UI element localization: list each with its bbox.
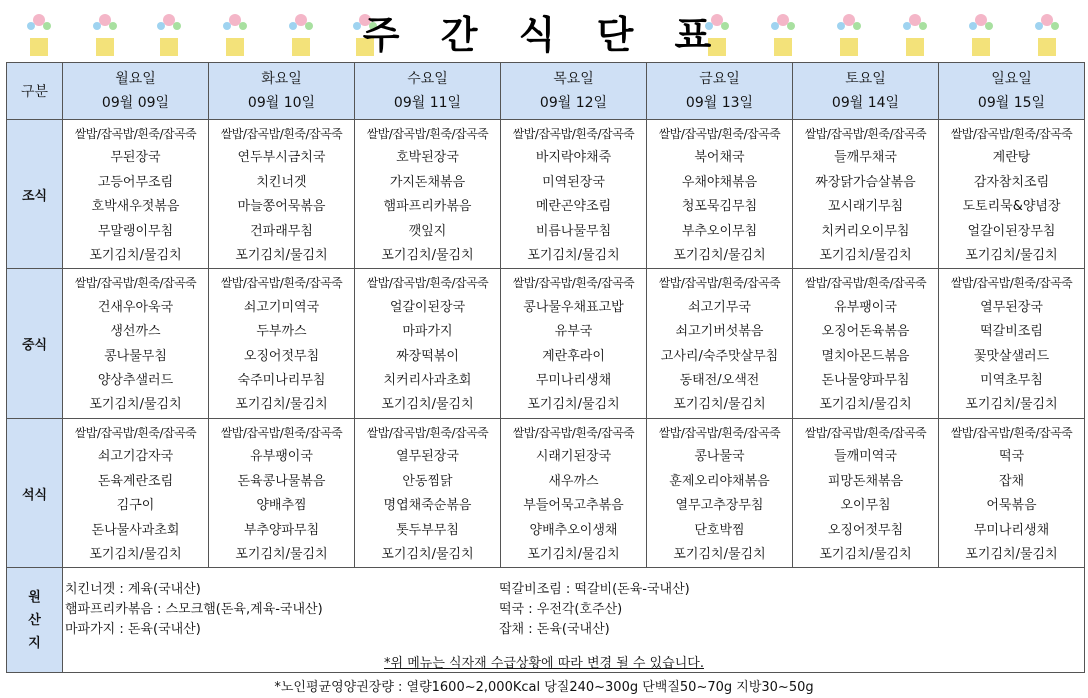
menu-item: 무말랭이무침 xyxy=(97,223,174,239)
menu-item: 쇠고기무국 xyxy=(688,299,751,315)
menu-cell xyxy=(63,120,209,269)
menu-item: 명엽채죽순볶음 xyxy=(383,498,472,514)
menu-item: 꼬시래기무침 xyxy=(827,199,904,215)
menu-item: 쇠고기미역국 xyxy=(243,299,320,315)
menu-item: 돈나물사과초회 xyxy=(91,522,180,538)
menu-item: 포기김치/물김치 xyxy=(527,397,620,413)
menu-item: 포기김치/물김치 xyxy=(527,248,620,264)
menu-cell xyxy=(501,120,647,269)
menu-item: 쌀밥/잡곡밥/흰죽/잡곡죽 xyxy=(658,127,781,141)
menu-item: 포기김치/물김치 xyxy=(89,248,182,264)
origin-entry: 햄파프리카볶음 : 스모크햄(돈육,계육-국내산) xyxy=(65,602,323,618)
menu-item: 북어채국 xyxy=(694,150,745,166)
menu-item: 연두부시금치국 xyxy=(237,150,326,166)
menu-item: 어묵볶음 xyxy=(986,498,1037,514)
origin-entry: 치킨너겟 : 계육(국내산) xyxy=(65,582,201,598)
menu-item: 생선까스 xyxy=(110,324,161,340)
menu-item: 멸치아몬드볶음 xyxy=(821,348,910,364)
day-date: 09월 12일 xyxy=(539,95,608,111)
weekly-menu-table xyxy=(6,62,1085,673)
menu-item: 햄파프리카볶음 xyxy=(383,199,472,215)
menu-item: 포기김치/물김치 xyxy=(819,397,912,413)
menu-item: 마늘쫑어묵볶음 xyxy=(237,199,326,215)
menu-item: 떡갈비조림 xyxy=(980,324,1043,340)
menu-cell xyxy=(793,269,939,418)
nutrition-text: *노인평균영양권장량 : 열량1600~2,000Kcal 당질240~300g 단백질50~70g 지방30~50g xyxy=(274,680,814,695)
menu-item: 무미나리생채 xyxy=(973,522,1050,538)
menu-item: 돈육계란조림 xyxy=(97,473,174,489)
menu-item: 감자참치조림 xyxy=(973,174,1050,190)
menu-item: 포기김치/물김치 xyxy=(673,248,766,264)
menu-item: 바지락야채죽 xyxy=(535,150,612,166)
menu-item: 쌀밥/잡곡밥/흰죽/잡곡죽 xyxy=(512,127,635,141)
menu-item: 쌀밥/잡곡밥/흰죽/잡곡죽 xyxy=(804,276,927,291)
menu-item: 건새우아욱국 xyxy=(97,299,174,315)
menu-item: 도토리묵&양념장 xyxy=(962,199,1061,215)
menu-cell xyxy=(939,269,1085,418)
menu-item: 건파래무침 xyxy=(250,223,313,239)
menu-item: 얼갈이된장무침 xyxy=(967,223,1056,239)
menu-item: 포기김치/물김치 xyxy=(381,546,474,562)
menu-item: 부추양파무침 xyxy=(243,522,320,538)
menu-cell xyxy=(501,418,647,567)
menu-item: 쌀밥/잡곡밥/흰죽/잡곡죽 xyxy=(950,127,1073,141)
origin-label-char: 산 xyxy=(28,612,41,628)
menu-cell xyxy=(793,418,939,567)
meal-label: 조식 xyxy=(7,120,63,269)
day-name: 월요일 xyxy=(115,71,156,87)
menu-cell xyxy=(355,269,501,418)
menu-item: 쌀밥/잡곡밥/흰죽/잡곡죽 xyxy=(366,127,489,141)
menu-cell xyxy=(501,269,647,418)
menu-item: 쇠고기버섯볶음 xyxy=(675,324,764,340)
menu-item: 깻잎지 xyxy=(408,223,447,239)
day-header xyxy=(939,63,1085,120)
menu-item: 꽃맛살샐러드 xyxy=(973,348,1050,364)
menu-cell xyxy=(647,269,793,418)
menu-item: 쌀밥/잡곡밥/흰죽/잡곡죽 xyxy=(366,425,489,440)
menu-item: 새우까스 xyxy=(548,473,599,489)
menu-item: 부추오이무침 xyxy=(681,223,758,239)
menu-item: 포기김치/물김치 xyxy=(381,397,474,413)
menu-item: 포기김치/물김치 xyxy=(527,546,620,562)
menu-item: 쌀밥/잡곡밥/흰죽/잡곡죽 xyxy=(658,425,781,440)
menu-cell xyxy=(209,120,355,269)
menu-item: 계란후라이 xyxy=(542,348,605,364)
meal-label: 석식 xyxy=(7,418,63,567)
menu-item: 콩나물무침 xyxy=(104,348,167,364)
menu-item: 무된장국 xyxy=(110,150,161,166)
meal-label: 중식 xyxy=(7,269,63,418)
menu-item: 비름나물무침 xyxy=(535,223,612,239)
menu-item: 쌀밥/잡곡밥/흰죽/잡곡죽 xyxy=(804,127,927,141)
day-header xyxy=(63,63,209,120)
menu-item: 콩나물우채표고밥 xyxy=(523,299,624,315)
menu-item: 치커리오이무침 xyxy=(821,223,910,239)
menu-item: 포기김치/물김치 xyxy=(235,397,328,413)
menu-item: 포기김치/물김치 xyxy=(819,546,912,562)
menu-item: 오징어젓무침 xyxy=(243,348,320,364)
menu-item: 메란곤약조림 xyxy=(535,199,612,215)
menu-item: 들깨무채국 xyxy=(834,150,897,166)
origin-entry: 떡국 : 우전각(호주산) xyxy=(499,602,623,618)
menu-item: 오이무침 xyxy=(840,498,891,514)
menu-cell xyxy=(355,120,501,269)
menu-item: 쌀밥/잡곡밥/흰죽/잡곡죽 xyxy=(658,276,781,291)
origin-right-list xyxy=(499,580,690,640)
day-date: 09월 09일 xyxy=(101,95,170,111)
title-banner xyxy=(0,0,1088,62)
menu-item: 포기김치/물김치 xyxy=(673,397,766,413)
menu-cell xyxy=(939,120,1085,269)
menu-item: 쌀밥/잡곡밥/흰죽/잡곡죽 xyxy=(74,276,197,291)
menu-item: 떡국 xyxy=(998,449,1025,465)
meal-row xyxy=(7,120,1085,269)
menu-item: 호박된장국 xyxy=(396,150,459,166)
menu-item: 쌀밥/잡곡밥/흰죽/잡곡죽 xyxy=(220,276,343,291)
header-label: 구분 xyxy=(7,63,63,120)
menu-item: 양상추샐러드 xyxy=(97,373,174,389)
menu-item: 짜장닭가슴살볶음 xyxy=(815,174,916,190)
origin-label-char: 지 xyxy=(28,635,41,651)
menu-item: 유부팽이국 xyxy=(834,299,897,315)
menu-cell xyxy=(939,418,1085,567)
menu-item: 짜장떡볶이 xyxy=(396,348,459,364)
day-name: 금요일 xyxy=(699,71,740,87)
menu-item: 포기김치/물김치 xyxy=(673,546,766,562)
menu-item: 쌀밥/잡곡밥/흰죽/잡곡죽 xyxy=(220,127,343,141)
menu-item: 열무고추장무침 xyxy=(675,498,764,514)
origin-label-char: 원 xyxy=(28,589,41,605)
menu-item: 우채야채볶음 xyxy=(681,174,758,190)
menu-item: 오징어돈육볶음 xyxy=(821,324,910,340)
menu-item: 고등어무조림 xyxy=(97,174,174,190)
menu-item: 유부팽이국 xyxy=(250,449,313,465)
day-date: 09월 11일 xyxy=(393,95,462,111)
day-header xyxy=(647,63,793,120)
menu-item: 시래기된장국 xyxy=(535,449,612,465)
menu-item: 피망돈채볶음 xyxy=(827,473,904,489)
menu-item: 훈제오리야채볶음 xyxy=(669,473,770,489)
day-header xyxy=(793,63,939,120)
header-row xyxy=(7,63,1085,120)
menu-cell xyxy=(63,269,209,418)
menu-item: 단호박찜 xyxy=(694,522,745,538)
menu-item: 포기김치/물김치 xyxy=(89,546,182,562)
menu-item: 쌀밥/잡곡밥/흰죽/잡곡죽 xyxy=(74,425,197,440)
menu-cell xyxy=(209,269,355,418)
menu-item: 돈나물양파무침 xyxy=(821,373,910,389)
menu-item: 열무된장국 xyxy=(396,449,459,465)
day-name: 화요일 xyxy=(261,71,302,87)
origin-left-list xyxy=(65,580,323,640)
origin-entry: 마파가지 : 돈육(국내산) xyxy=(65,622,201,638)
menu-item: 톳두부무침 xyxy=(396,522,459,538)
menu-item: 쌀밥/잡곡밥/흰죽/잡곡죽 xyxy=(950,425,1073,440)
menu-cell xyxy=(63,418,209,567)
day-date: 09월 15일 xyxy=(977,95,1046,111)
menu-item: 안동찜닭 xyxy=(402,473,453,489)
menu-item: 청포묵김무침 xyxy=(681,199,758,215)
menu-item: 호박새우젓볶음 xyxy=(91,199,180,215)
page-title: 주 간 식 단 표 xyxy=(362,13,726,57)
day-header xyxy=(501,63,647,120)
menu-item: 쇠고기감자국 xyxy=(97,449,174,465)
day-name: 토요일 xyxy=(845,71,886,87)
menu-item: 숙주미나리무침 xyxy=(237,373,326,389)
menu-item: 두부까스 xyxy=(256,324,307,340)
menu-cell xyxy=(209,418,355,567)
day-name: 일요일 xyxy=(991,71,1032,87)
menu-item: 치커리사과초회 xyxy=(383,373,472,389)
menu-item: 돈육콩나물볶음 xyxy=(237,473,326,489)
menu-item: 포기김치/물김치 xyxy=(819,248,912,264)
menu-item: 포기김치/물김치 xyxy=(235,546,328,562)
menu-item: 동태전/오색전 xyxy=(679,373,760,389)
menu-item: 유부국 xyxy=(554,324,593,340)
day-date: 09월 10일 xyxy=(247,95,316,111)
menu-item: 쌀밥/잡곡밥/흰죽/잡곡죽 xyxy=(512,276,635,291)
day-name: 목요일 xyxy=(553,71,594,87)
menu-item: 포기김치/물김치 xyxy=(381,248,474,264)
menu-item: 김구이 xyxy=(116,498,155,514)
menu-item: 쌀밥/잡곡밥/흰죽/잡곡죽 xyxy=(950,276,1073,291)
menu-item: 포기김치/물김치 xyxy=(965,248,1058,264)
menu-item: 쌀밥/잡곡밥/흰죽/잡곡죽 xyxy=(74,127,197,141)
menu-item: 양배추찜 xyxy=(256,498,307,514)
menu-item: 열무된장국 xyxy=(980,299,1043,315)
menu-item: 치킨너겟 xyxy=(256,174,307,190)
notice-text: *위 메뉴는 식자재 수급상황에 따라 변경 될 수 있습니다. xyxy=(384,656,704,671)
menu-cell xyxy=(647,120,793,269)
menu-item: 쌀밥/잡곡밥/흰죽/잡곡죽 xyxy=(804,425,927,440)
menu-item: 양배추오이생채 xyxy=(529,522,618,538)
menu-item: 가지돈채볶음 xyxy=(389,174,466,190)
day-name: 수요일 xyxy=(407,71,448,87)
menu-item: 마파가지 xyxy=(402,324,453,340)
menu-cell xyxy=(647,418,793,567)
menu-cell xyxy=(355,418,501,567)
menu-item: 계란탕 xyxy=(992,150,1031,166)
meal-row xyxy=(7,418,1085,567)
meal-row xyxy=(7,269,1085,418)
menu-item: 포기김치/물김치 xyxy=(235,248,328,264)
menu-item: 미역초무침 xyxy=(980,373,1043,389)
origin-entry: 떡갈비조림 : 떡갈비(돈육-국내산) xyxy=(499,582,690,598)
menu-item: 쌀밥/잡곡밥/흰죽/잡곡죽 xyxy=(512,425,635,440)
menu-item: 포기김치/물김치 xyxy=(965,397,1058,413)
menu-item: 잡채 xyxy=(998,473,1025,489)
menu-item: 콩나물국 xyxy=(694,449,745,465)
menu-item: 미역된장국 xyxy=(542,174,605,190)
day-header xyxy=(355,63,501,120)
day-date: 09월 13일 xyxy=(685,95,754,111)
origin-entry: 잡채 : 돈육(국내산) xyxy=(499,622,610,638)
menu-item: 고사리/숙주맛살무침 xyxy=(660,348,779,364)
menu-item: 포기김치/물김치 xyxy=(89,397,182,413)
day-header xyxy=(209,63,355,120)
menu-item: 얼갈이된장국 xyxy=(389,299,466,315)
menu-item: 쌀밥/잡곡밥/흰죽/잡곡죽 xyxy=(366,276,489,291)
menu-cell xyxy=(793,120,939,269)
menu-item: 오징어젓무침 xyxy=(827,522,904,538)
menu-item: 쌀밥/잡곡밥/흰죽/잡곡죽 xyxy=(220,425,343,440)
menu-item: 포기김치/물김치 xyxy=(965,546,1058,562)
menu-item: 무미나리생채 xyxy=(535,373,612,389)
menu-item: 들깨미역국 xyxy=(834,449,897,465)
menu-item: 부들어묵고추볶음 xyxy=(523,498,624,514)
day-date: 09월 14일 xyxy=(831,95,900,111)
